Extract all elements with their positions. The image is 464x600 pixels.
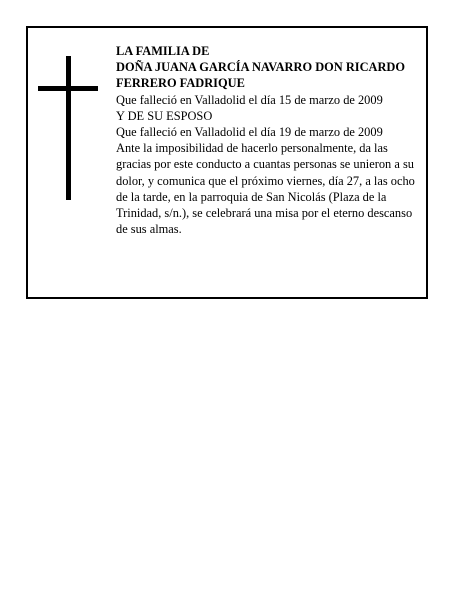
notice-body: Ante la imposibilidad de hacerlo personalmente, da las gracias por este conducto a cuantas personas se unieron a su dolor, y comunica que el próximo viernes, día 27, a las ocho de la tarde, en la parroquia de San Nicolás (Plaza de la Trinidad, s/n.), se celebrará una misa por el eterno descanso de sus almas. [116, 141, 415, 237]
cross-horizontal-bar [38, 86, 98, 91]
notice-text [116, 43, 418, 237]
death-date-second: Que falleció en Valladolid el día 19 de marzo de 2009 [116, 125, 383, 140]
spouse-heading: Y DE SU ESPOSO [116, 108, 213, 123]
heading-names: DOÑA JUANA GARCÍA NAVARRO DON RICARDO FERRERO FADRIQUE [116, 60, 406, 91]
death-date-first: Que falleció en Valladolid el día 15 de marzo de 2009 [116, 92, 383, 107]
latin-cross-icon [38, 56, 98, 200]
obituary-notice [26, 26, 428, 299]
heading-family: LA FAMILIA DE [116, 44, 210, 58]
cross-vertical-bar [66, 56, 71, 200]
